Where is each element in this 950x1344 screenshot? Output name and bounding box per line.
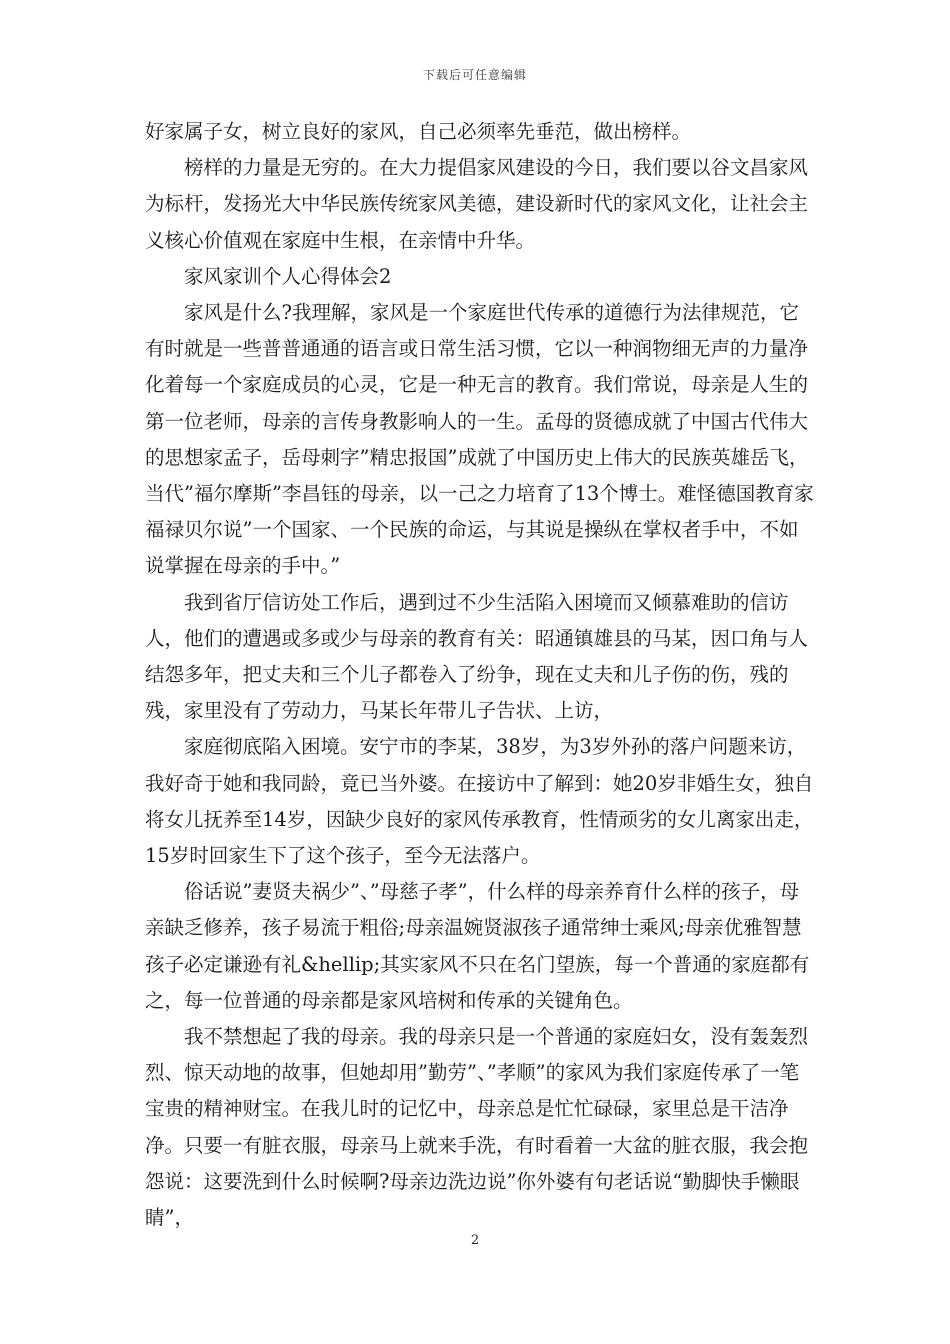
paragraph-my-mother: 我不禁想起了我的母亲。我的母亲只是一个普通的家庭妇女，没有轰轰烈烈、惊天动地的故事，但她却用”勤劳”、”孝顺”的家风为我们家庭传承了一笔宝贵的精神财宝。在我儿时的记忆中，母亲总是忙忙碌碌，家里总是干洁净净。只要一有脏衣服，母亲马上就来手洗，有时看着一大盆的脏衣服，我会抱怨说：这要洗到什么时候啊?母亲边洗边说”你外婆有句老话说“勤脚快手懒眼睛”， [145,1025,809,1230]
page-number: 2 [470,1233,480,1248]
section-heading: 家风家训个人心得体会2 [184,264,392,288]
paragraph-petition-office: 我到省厅信访处工作后，遇到过不少生活陷入困境而又倾慕难助的信访人，他们的遭遇或多或少与母亲的教育有关：昭通镇雄县的马某，因口角与人结怨多年，把丈夫和三个儿子都卷入了纷争，现在丈夫和儿子伤的伤，残的残，家里没有了劳动力，马某长年带儿子告状、上访， [145,590,809,723]
paragraph-role-model: 榜样的力量是无穷的。在大力提倡家风建设的今日，我们要以谷文昌家风为标杆，发扬光大中华民族传统家风美德，建设新时代的家风文化，让社会主义核心价值观在家庭中生根，在亲情中升华。 [145,156,809,252]
paragraph-anning-case: 家庭彻底陷入困境。安宁市的李某，38岁，为3岁外孙的落户问题来访，我好奇于她和我同龄，竟已当外婆。在接访中了解到：她20岁非婚生女，独自将女儿抚养至14岁，因缺少良好的家风传承教育，性情顽劣的女儿离家出走，15岁时回家生下了这个孩子，至今无法落户。 [145,735,814,868]
paragraph-proverb: 俗话说”妻贤夫祸少”、”母慈子孝”，什么样的母亲养育什么样的孩子，母亲缺乏修养，孩子易流于粗俗;母亲温婉贤淑孩子通常绅士乘风;母亲优雅智慧孩子必定谦逊有礼&hellip;其实家风不只在名门望族，每一个普通的家庭都有之，每一位普通的母亲都是家风培树和传承的关键角色。 [145,880,810,1012]
page-header: 下载后可任意编辑 [422,68,527,82]
paragraph-continuation: 好家属子女，树立良好的家风，自己必须率先垂范，做出榜样。 [145,120,692,143]
document-body [145,114,815,1236]
paragraph-what-is-family-style: 家风是什么?我理解，家风是一个家庭世代传承的道德行为法律规范，它有时就是一些普普通通的语言或日常生活习惯，它以一种润物细无声的力量净化着每一个家庭成员的心灵，它是一种无言的教育。我们常说，母亲是人生的第一位老师，母亲的言传身教影响人的一生。孟母的贤德成就了中国古代伟大的思想家孟子，岳母刺字”精忠报国”成就了中国历史上伟大的民族英雄岳飞，当代”福尔摩斯”李昌钰的母亲，以一己之力培育了13个博士。难怪德国教育家福禄贝尔说”一个国家、一个民族的命运，与其说是操纵在掌权者手中，不如说掌握在母亲的手中。” [145,301,814,578]
